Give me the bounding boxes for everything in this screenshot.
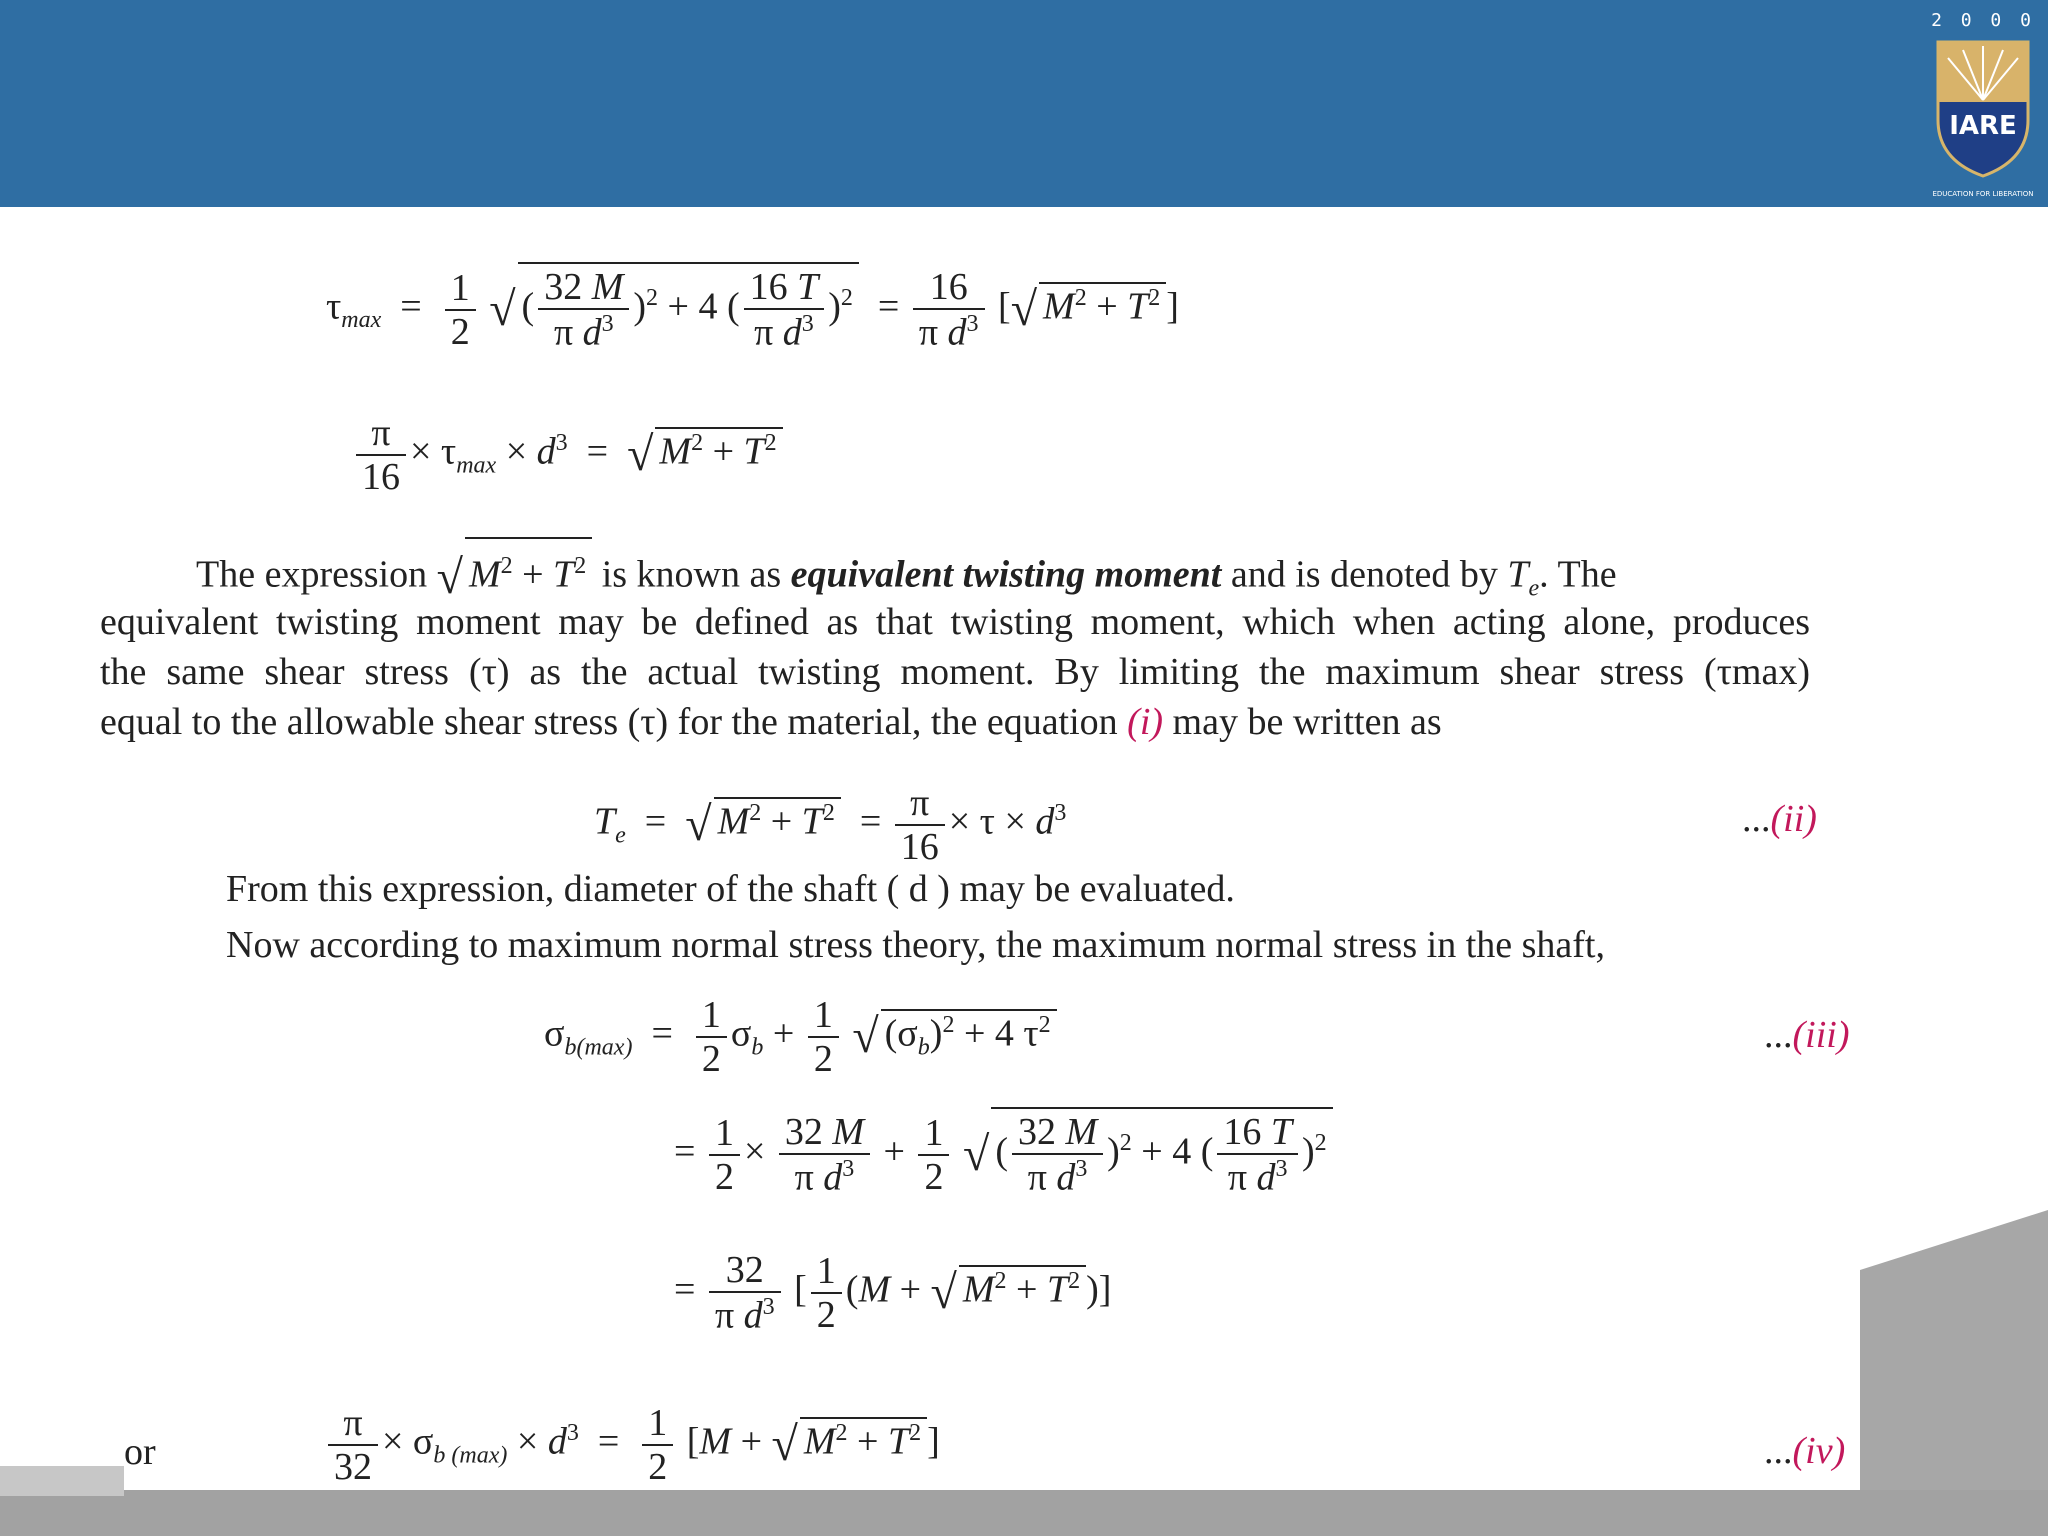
- equation-pi-over-16: $\frac{\pi}{16}$ × $\tau_{max} \times d^3$ = √ $M^2 + T^2$: [352, 412, 783, 498]
- logo-motto: EDUCATION FOR LIBERATION: [1932, 190, 2034, 198]
- label-or: or: [124, 1431, 156, 1473]
- equation-pi-over-32: $\frac{\pi}{32}$ × $\sigma_{b (max)} \times d^3$ = $\frac{1}{2}$ [M + √ $M^2 + T^2$ ]: [324, 1402, 940, 1488]
- logo-name: IARE: [1949, 111, 2017, 141]
- slide-content: [100, 207, 1860, 1490]
- equation-ref-i: (i): [1127, 701, 1164, 743]
- decorative-bottom-left-band: [0, 1466, 124, 1496]
- paragraph-normal-stress: Now according to maximum normal stress theory, the maximum normal stress in the shaft,: [226, 924, 1605, 966]
- term-equivalent-twisting-moment: equivalent twisting moment: [790, 553, 1222, 596]
- decorative-gray-shape: [1860, 1210, 2048, 1536]
- paragraph-diameter: From this expression, diameter of the shaft ( d ) may be evaluated.: [226, 868, 1235, 910]
- equation-sigma-bmax: $\sigma_{b(max)}$ = $\frac{1}{2}$ $\sigma_b$ + $\frac{1}{2}$ √ $(\sigma_b)^2 + 4$ $\tau^2$: [544, 994, 1057, 1080]
- equation-tau-max: $\tau_{max}$ = $\frac{1}{2}$ √ ( $\frac{32 M}{\pi d^3}$ )$^2$ + 4 ( $\frac{16 T}{\pi d^3}$ )$^2$ = $\frac{16}{\pi d^3}$ [√ $M^2 + T^2$ ]: [326, 262, 1179, 354]
- decorative-bottom-band: [0, 1490, 2048, 1536]
- paragraph-equivalent-twisting-line2: equivalent twisting moment may be defined as that twisting moment, which when acting alone, produces: [100, 601, 1810, 643]
- equation-sigma-simplified: = $\frac{32}{\pi d^3}$ [ $\frac{1}{2}$ (M + √ $M^2 + T^2$ )]: [674, 1249, 1112, 1337]
- logo-year: 2 0 0 0: [1931, 10, 2035, 31]
- paragraph-equivalent-twisting-line4: equal to the allowable shear stress (τ) for the material, the equation (i) may be written as: [100, 701, 1442, 743]
- equation-number-ii: ...(ii): [1742, 798, 1817, 840]
- paragraph-equivalent-twisting-line3: the same shear stress (τ) as the actual twisting moment. By limiting the maximum shear stress (τmax): [100, 651, 1810, 693]
- paragraph-equivalent-twisting-line1: The expression √ $M^2 + T^2$ is known as equivalent twisting moment and is denoted by $T_e$. The: [196, 537, 1617, 613]
- equation-number-iv: ...(iv): [1764, 1430, 1846, 1472]
- equation-te: $T_e$ = √ $M^2 + T^2$ = $\frac{\pi}{16}$ × $\tau \times d^3$: [594, 782, 1067, 868]
- equation-number-iii: ...(iii): [1764, 1014, 1850, 1056]
- iare-logo: [1918, 0, 2048, 207]
- equation-sigma-expanded: = $\frac{1}{2}$ × $\frac{32 M}{\pi d^3}$ + $\frac{1}{2}$ √ ( $\frac{32 M}{\pi d^3}$ )$^2$ + 4 ( $\frac{16 T}{\pi d^3}$ )$^2$: [674, 1107, 1333, 1199]
- header-bar: [0, 0, 2048, 207]
